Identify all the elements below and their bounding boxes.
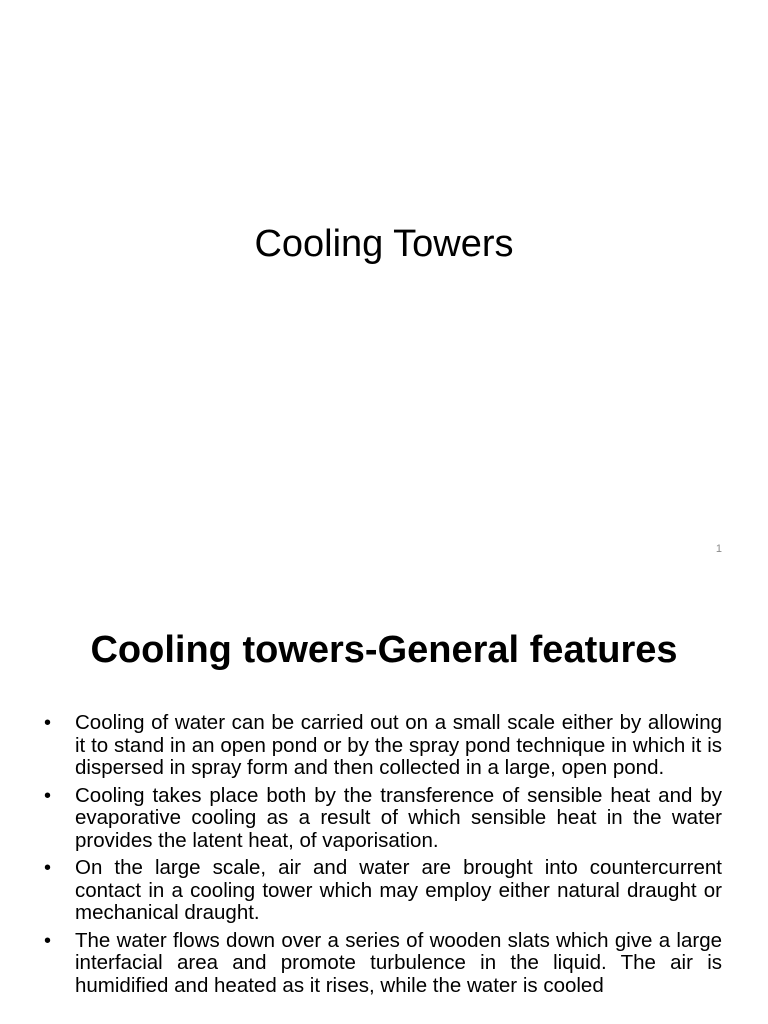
bullet-text: Cooling takes place both by the transference of sensible heat and by evaporative cooling as a result of which sensible heat in the water provides the latent heat, of vaporisation. xyxy=(75,783,722,852)
slide-2-title: Cooling towers-General features xyxy=(90,629,678,671)
bullet-icon: • xyxy=(44,784,52,807)
bullet-item xyxy=(44,712,722,780)
bullet-icon: • xyxy=(44,712,52,734)
bullet-item xyxy=(44,857,722,925)
bullet-item xyxy=(44,785,722,853)
bullet-text: Cooling of water can be carried out on a small scale either by allowing it to stand in an open pond or by the spray pond technique in which it is dispersed in spray form and then collected in a large, open pond. xyxy=(75,711,722,779)
slide-1-title: Cooling Towers xyxy=(254,223,514,265)
bullet-icon: • xyxy=(44,929,52,952)
bullet-text: The water flows down over a series of wooden slats which give a large interfacial area and promote turbulence in the liquid. The air is humidified and heated as it rises, while the water is cooled xyxy=(75,928,722,997)
bullet-item xyxy=(44,930,722,998)
bullet-text: On the large scale, air and water are brought into countercurrent contact in a cooling tower which may employ either natural draught or mechanical draught. xyxy=(75,856,722,924)
slide-2 xyxy=(0,576,768,1024)
page-number: 1 xyxy=(715,543,722,555)
bullet-list xyxy=(44,712,722,1002)
bullet-icon: • xyxy=(44,857,52,879)
